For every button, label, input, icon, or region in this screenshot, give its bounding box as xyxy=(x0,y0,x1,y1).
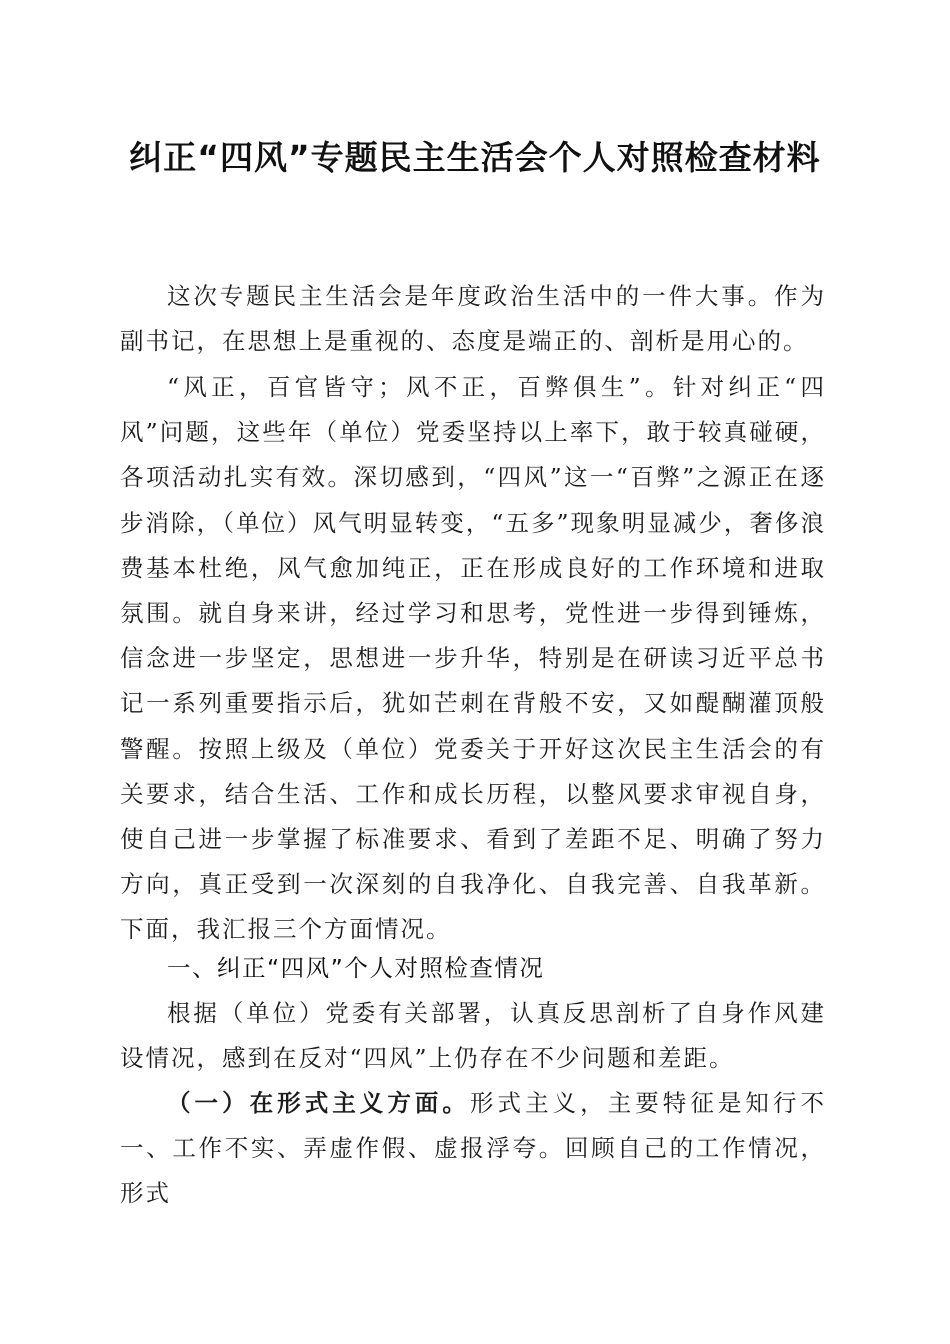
section-intro-paragraph: 根据（单位）党委有关部署，认真反思剖析了自身作风建设情况，感到在反对“四风”上仍存在不少问题和差距。 xyxy=(120,999,826,1073)
document-title: 纠正“四风”专题民主生活会个人对照检查材料 xyxy=(129,138,821,177)
section-heading: 一、纠正“四风”个人对照检查情况 xyxy=(167,954,545,982)
subsection-lead: （一）在形式主义方面。 xyxy=(167,1089,470,1117)
body-paragraph: “风正，百官皆守；风不正，百弊俱生”。针对纠正“四风”问题，这些年（单位）党委坚持以上率下，敢于较真碰硬，各项活动扎实有效。深切感到，“四风”这一“百弊”之源正在逐步消除，（单位）风气明显转变，“五多”现象明显减少，奢侈浪费基本杜绝，风气愈加纯正，正在形成良好的工作环境和进取氛围。就自身来讲，经过学习和思考，党性进一步得到锤炼，信念进一步坚定，思想进一步升华，特别是在研读习近平总书记一系列重要指示后，犹如芒刺在背般不安，又如醍醐灌顶般警醒。按照上级及（单位）党委关于开好这次民主生活会的有关要求，结合生活、工作和成长历程，以整风要求审视自身，使自己进一步掌握了标准要求、看到了差距不足、明确了努力方向，真正受到一次深刻的自我净化、自我完善、自我革新。下面，我汇报三个方面情况。 xyxy=(120,373,826,944)
subsection-paragraph xyxy=(120,1081,826,1217)
intro-paragraph: 这次专题民主生活会是年度政治生活中的一件大事。作为副书记，在思想上是重视的、态度是端正的、剖析是用心的。 xyxy=(120,282,826,356)
subsection-text: 形式主义，主要特征是知行不一、工作不实、弄虚作假、虚报浮夸。回顾自己的工作情况，形式 xyxy=(120,1089,827,1208)
